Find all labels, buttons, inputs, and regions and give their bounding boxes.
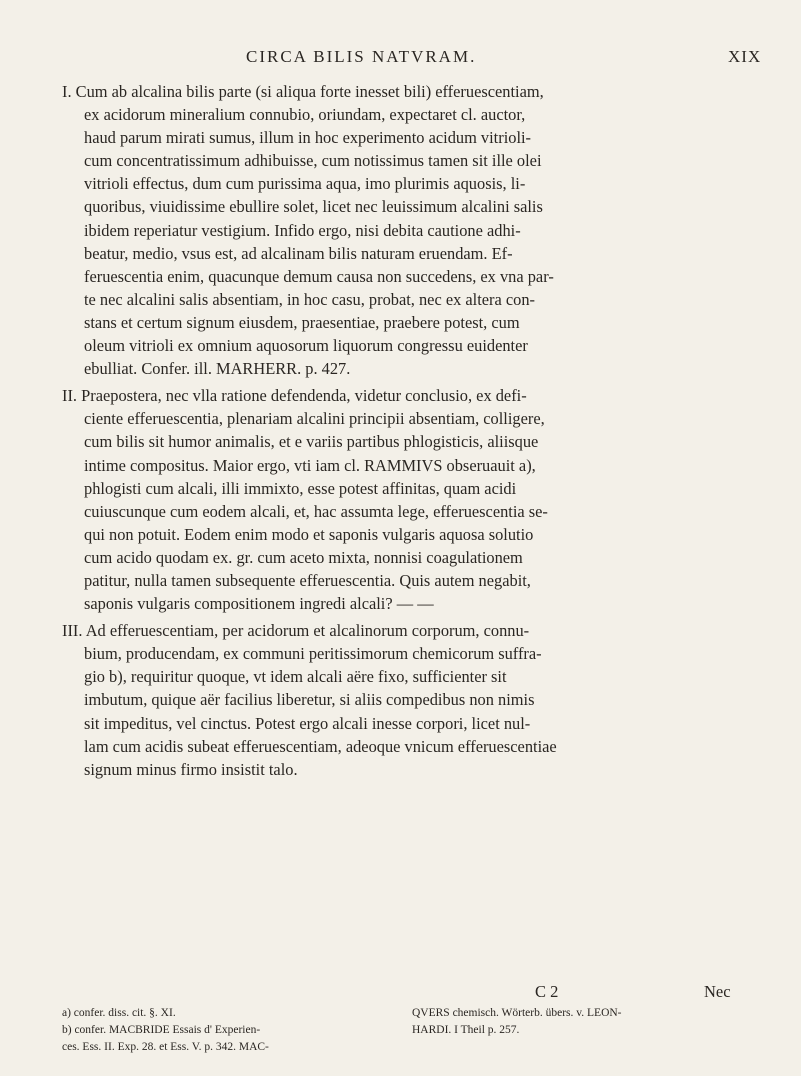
- text-line: feruescentia enim, quacunque demum causa non succedens, ex vna par-: [84, 266, 554, 286]
- footnote-line: QVERS chemisch. Wörterb. übers. v. LEON-: [412, 1007, 622, 1019]
- paragraph-number: I.: [62, 82, 72, 101]
- text-line: ex acidorum mineralium connubio, oriundam, expectaret cl. auctor,: [84, 105, 526, 125]
- text-line: [62, 384, 752, 407]
- text-line: ibidem reperiatur vestigium. Infido ergo, nisi debita cautione adhi-: [84, 220, 521, 240]
- footnotes-left-column: [62, 1005, 402, 1056]
- paragraph-number: III.: [62, 621, 83, 641]
- text-line: ciente efferuescentia, plenariam alcalini principii absentiam, colligere,: [84, 409, 545, 429]
- catchword: Nec: [704, 982, 731, 1001]
- text-line: cum bilis sit humor animalis, et e variis partibus phlogisticis, aliisque: [84, 432, 539, 452]
- text-line: haud parum mirati sumus, illum in hoc experimento acidum vitrioli-: [84, 128, 532, 148]
- line-text: Cum ab alcalina bilis parte (si aliqua forte inesset bili) efferuescentiam,: [75, 82, 544, 101]
- text-line: vitrioli effectus, dum cum purissima aqua, imo plurimis aquosis, li-: [84, 174, 526, 194]
- text-line: quoribus, viuidissime ebullire solet, licet nec leuissimum alcalini salis: [84, 197, 543, 217]
- footnote-line: a) confer. diss. cit. §. XI.: [62, 1007, 176, 1019]
- text-line: stans et certum signum eiusdem, praesentiae, praebere potest, cum: [84, 312, 520, 332]
- text-line: phlogisti cum alcali, illi immixto, esse potest affinitas, quam acidi: [84, 478, 517, 498]
- text-line: patitur, nulla tamen subsequente efferuescentia. Quis autem negabit,: [84, 570, 531, 590]
- text-line: qui non potuit. Eodem enim modo et saponis vulgaris aquosa solutio: [84, 524, 534, 544]
- text-line: cum concentratissimum adhibuisse, cum notissimus tamen sit ille olei: [84, 151, 542, 171]
- footnote-line: HARDI. I Theil p. 257.: [412, 1024, 520, 1036]
- footnote-line: ces. Ess. II. Exp. 28. et Ess. V. p. 342. MAC-: [62, 1041, 269, 1053]
- text-line: sit impeditus, vel cinctus. Potest ergo alcali inesse corpori, licet nul-: [84, 713, 531, 733]
- paragraph-2: [62, 384, 752, 615]
- text-line: signum minus firmo insistit talo.: [84, 759, 298, 779]
- text-line: gio b), requiritur quoque, vt idem alcali aëre fixo, sufficienter sit: [84, 667, 507, 687]
- main-text: [62, 80, 752, 785]
- text-line: lam cum acidis subeat efferuescentiam, adeoque vnicum efferuescentiae: [84, 736, 557, 756]
- text-line: cum acido quodam ex. gr. cum aceto mixta, nonnisi coagulationem: [84, 547, 523, 567]
- line-text: Praepostera, nec vlla ratione defendenda, videtur conclusio, ex defi-: [81, 386, 527, 406]
- signature-mark: C 2: [535, 982, 559, 1001]
- text-line: intime compositus. Maior ergo, vti iam cl. RAMMIVS obseruauit a),: [84, 455, 536, 475]
- footnote-line: b) confer. MACBRIDE Essais d' Experien-: [62, 1024, 261, 1036]
- line-text: Ad efferuescentiam, per acidorum et alcalinorum corporum, connu-: [85, 621, 530, 641]
- text-line: ebulliat. Confer. ill. MARHERR. p. 427.: [84, 359, 351, 379]
- signature-row: [535, 982, 755, 1004]
- paragraph-number: II.: [62, 386, 78, 406]
- text-line: saponis vulgaris compositionem ingredi alcali? — —: [84, 594, 434, 614]
- text-line: beatur, medio, vsus est, ad alcalinam bilis naturam eruendam. Ef-: [84, 243, 513, 263]
- text-line: te nec alcalini salis absentiam, in hoc casu, probat, nec ex altera con-: [84, 289, 536, 309]
- page-number: XIX: [728, 47, 762, 66]
- text-line: bium, producendam, ex communi peritissimorum chemicorum suffra-: [84, 644, 542, 664]
- text-line: cuiuscunque cum eodem alcali, et, hac assumta lege, efferuescentia se-: [84, 501, 548, 521]
- text-line: [62, 619, 752, 642]
- page-header: [0, 47, 801, 69]
- text-line: oleum vitrioli ex omnium aquosorum liquorum congressu euidenter: [84, 336, 528, 356]
- text-line: [62, 80, 752, 103]
- footnotes-right-column: [412, 1005, 757, 1039]
- text-line: imbutum, quique aër facilius liberetur, si aliis compedibus non nimis: [84, 690, 535, 710]
- paragraph-3: [62, 619, 752, 781]
- running-head: CIRCA BILIS NATVRAM.: [246, 47, 477, 66]
- paragraph-1: [62, 80, 752, 380]
